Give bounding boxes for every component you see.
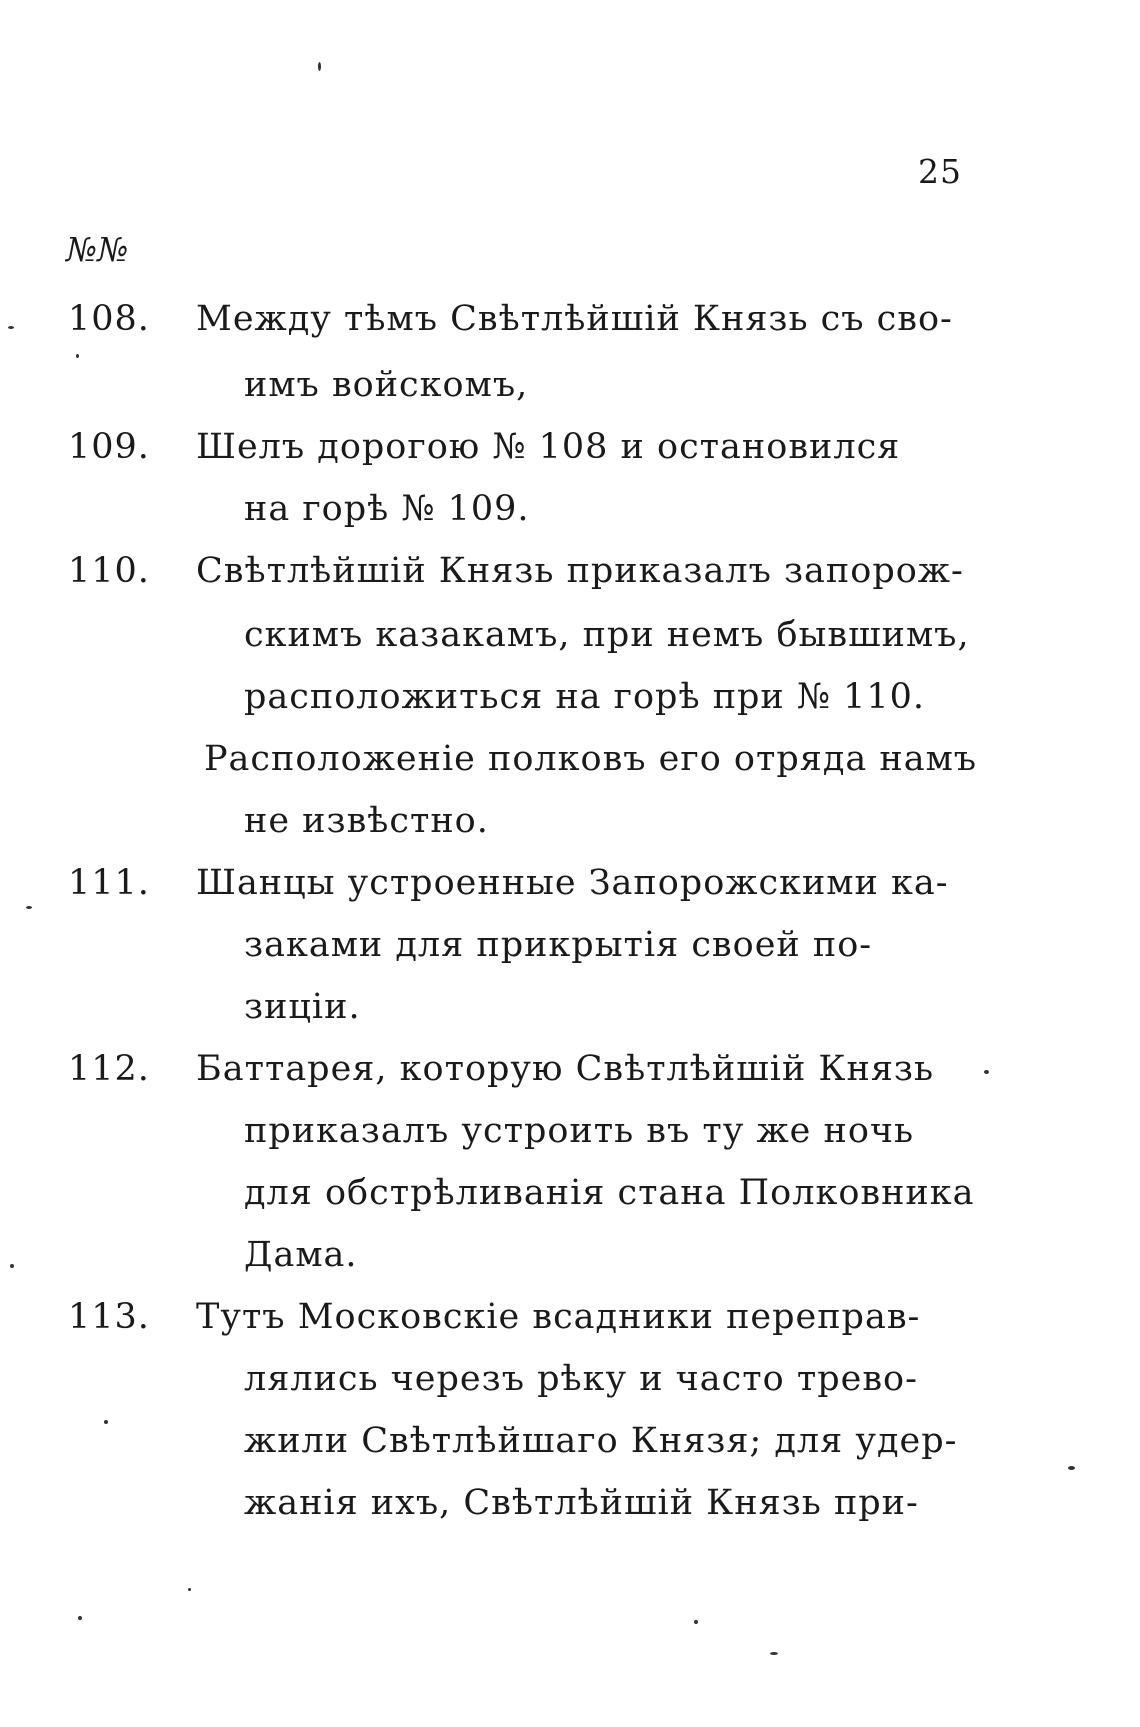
entry-line: для обстрѣливанія стана Полковника [244,1173,975,1213]
entry-line: жили Свѣтлѣйшаго Князя; для удер- [244,1421,958,1461]
entry-number: 111. [68,863,150,903]
scan-speck [10,1264,14,1268]
entry-line: Баттарея, которую Свѣтлѣйшій Князь [196,1049,935,1089]
entry-number: 113. [68,1297,150,1337]
entry-line: жанія ихъ, Свѣтлѣйшій Князь при- [244,1483,919,1523]
entry-number: 110. [68,551,150,591]
entry-number: 108. [68,299,150,339]
page-number: 25 [918,152,962,191]
entry-line: приказалъ устроить въ ту же ночь [244,1111,915,1151]
scan-speck [1068,1466,1075,1470]
scan-speck [78,1616,82,1620]
scan-speck [984,1070,989,1074]
entry-number: 112. [68,1049,150,1089]
entry-line: Тутъ Московскіе всадники переправ- [196,1297,921,1337]
scan-speck [76,354,79,358]
entry-line: имъ войскомъ, [244,365,529,405]
entry-line: расположиться на горѣ при № 110. [244,677,926,717]
entry-line: заками для прикрытія своей по- [244,925,873,965]
entry-line: зиціи. [244,987,361,1027]
numero-column-header: №№ [66,230,129,269]
scan-speck [26,906,32,909]
entry-line: Дама. [244,1235,358,1275]
scan-speck [318,62,321,71]
entry-line: Расположеніе полковъ его отряда намъ [204,739,978,779]
entry-line: лялись черезъ рѣку и часто трево- [244,1359,918,1399]
scan-speck [694,1620,698,1624]
scan-speck [770,1652,778,1655]
entry-line: Шелъ дорогою № 108 и остановился [196,427,901,467]
entry-line: Между тѣмъ Свѣтлѣйшій Князь съ сво- [196,299,953,339]
scan-speck [188,1588,191,1591]
entry-line: Свѣтлѣйшій Князь приказалъ запорож- [196,551,964,591]
scan-speck [8,326,14,329]
entry-line: на горѣ № 109. [244,489,530,529]
entry-line: Шанцы устроенные Запорожскими ка- [196,863,949,903]
scan-speck [104,1420,108,1424]
entry-line: не извѣстно. [244,801,489,841]
entry-number: 109. [68,427,150,467]
entry-line: скимъ казакамъ, при немъ бывшимъ, [244,615,970,655]
